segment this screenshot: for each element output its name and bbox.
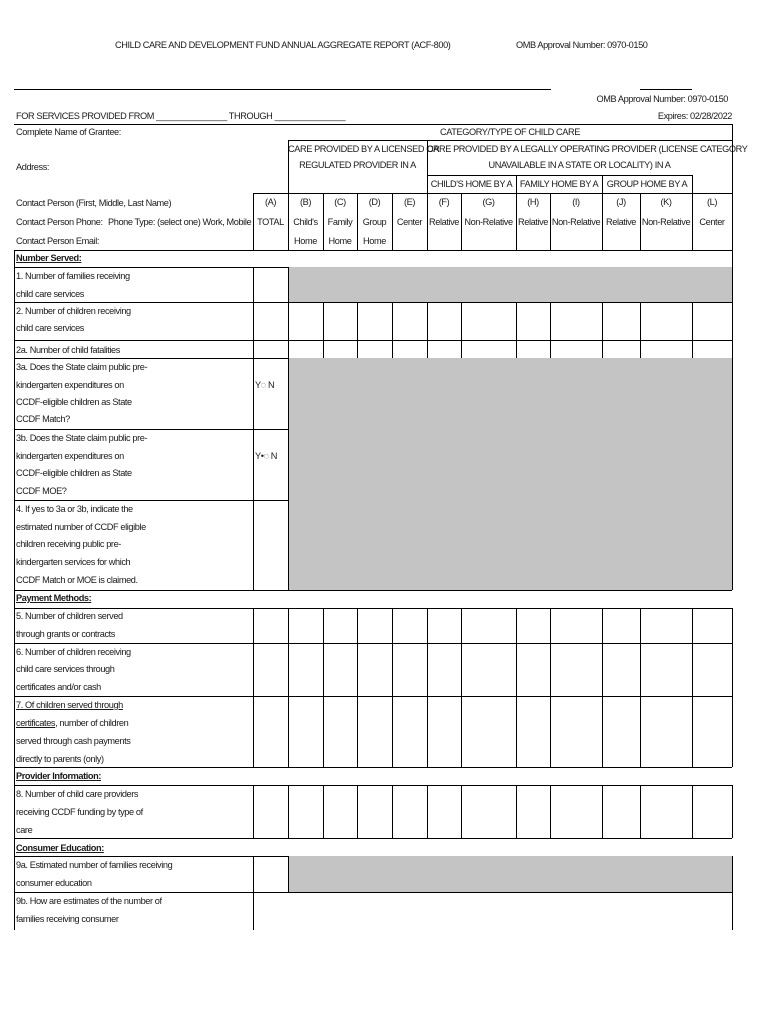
grid-vline-5-4: [392, 785, 393, 838]
grid-vline-5-2: [323, 785, 324, 838]
row3a-label-line4: CCDF Match?: [16, 414, 70, 424]
column-j-letter: (J): [616, 197, 626, 207]
grid-vline-4-6: [461, 696, 462, 767]
row5-label-line2: through grants or contracts: [16, 629, 115, 639]
row2a-label: 2a. Number of child fatalities: [16, 345, 120, 355]
row1-label-line2: child care services: [16, 289, 84, 299]
row-line-8: [14, 608, 732, 609]
grid-vline-0-6: [461, 302, 462, 340]
partial-vline-0-0: [253, 267, 254, 302]
row7-label-line1: 7. Of children served through: [16, 700, 123, 710]
column-b-label: Child's: [293, 217, 318, 227]
header-rule-short: [640, 89, 692, 90]
row8-label-line3: care: [16, 825, 33, 835]
row-line-0: [14, 250, 732, 251]
row7-label-line4: directly to parents (only): [16, 754, 104, 764]
header-vline-4: [392, 193, 393, 250]
grid-vline-0-0: [253, 302, 254, 340]
grid-vline-3-12: [732, 643, 733, 696]
grid-vline-1-7: [516, 340, 517, 358]
header-vline-5: [427, 140, 428, 250]
grantee-name-label: Complete Name of Grantee:: [16, 127, 121, 137]
grid-vline-1-4: [392, 340, 393, 358]
partial-vline-4-1: [288, 856, 289, 892]
shaded-area-2: [288, 500, 732, 590]
grid-vline-2-10: [640, 608, 641, 643]
header-top-line: [14, 124, 732, 125]
grid-vline-5-1: [288, 785, 289, 838]
grid-vline-0-1: [288, 302, 289, 340]
row-line-7: [14, 590, 732, 591]
column-d-sublabel: Home: [363, 236, 386, 246]
omb-approval-right: OMB Approval Number: 0970-0150: [596, 94, 728, 104]
grid-vline-0-12: [732, 302, 733, 340]
row6-label-line2: child care services through: [16, 664, 115, 674]
row4-label-line5: CCDF Match or MOE is claimed.: [16, 575, 138, 585]
row3b-label-line4: CCDF MOE?: [16, 486, 67, 496]
grid-vline-3-10: [640, 643, 641, 696]
row-line-12: [14, 785, 732, 786]
column-l-label: Center: [699, 217, 725, 227]
grid-vline-2-9: [602, 608, 603, 643]
section-provider-information: Provider Information:: [16, 771, 102, 781]
expires-date: Expires: 02/28/2022: [657, 111, 732, 121]
row8-label-line1: 8. Number of child care providers: [16, 789, 139, 799]
column-b-letter: (B): [299, 197, 312, 207]
row7-label-line2: [16, 718, 128, 728]
column-f-letter: (F): [438, 197, 450, 207]
row-line-10: [14, 696, 732, 697]
category-header: CATEGORY/TYPE OF CHILD CARE: [440, 127, 580, 137]
row7-label-line3: served through cash payments: [16, 736, 131, 746]
grid-vline-1-6: [461, 340, 462, 358]
grid-vline-2-7: [516, 608, 517, 643]
row3a-yes-no-toggle[interactable]: Y◌ N: [255, 380, 275, 390]
grid-vline-1-11: [692, 340, 693, 358]
header-vline-11: [692, 175, 693, 250]
subheader-top-line: [427, 175, 692, 176]
shaded-area-0: [288, 267, 732, 302]
grid-vline-0-5: [427, 302, 428, 340]
table-left-border: [14, 250, 15, 930]
grid-vline-0-7: [516, 302, 517, 340]
grid-vline-2-3: [357, 608, 358, 643]
partial-vline-1-0: [253, 358, 254, 429]
column-e-label: Center: [396, 217, 423, 227]
column-c-label: Family: [327, 217, 353, 227]
grid-vline-3-5: [427, 643, 428, 696]
header-rule: [14, 89, 551, 90]
row3a-label-line2: kindergarten expenditures on: [16, 380, 124, 390]
shaded-area-1: [288, 358, 732, 500]
grid-vline-2-0: [253, 608, 254, 643]
column-d-label: Group: [362, 217, 387, 227]
row3a-label-line3: CCDF-eligible children as State: [16, 397, 132, 407]
row4-label-line4: kindergarten services for which: [16, 557, 131, 567]
header-vline-3: [357, 193, 358, 250]
header-vline-7: [516, 175, 517, 250]
grid-vline-2-8: [550, 608, 551, 643]
row7-certificates-underlined: certificates: [16, 718, 56, 728]
grid-vline-5-10: [640, 785, 641, 838]
grid-vline-5-7: [516, 785, 517, 838]
header-vline-12: [732, 124, 733, 250]
grid-vline-2-11: [692, 608, 693, 643]
grid-vline-3-9: [602, 643, 603, 696]
grid-vline-3-7: [516, 643, 517, 696]
grid-vline-0-10: [640, 302, 641, 340]
row-line-11: [14, 767, 732, 768]
partial-vline-3-0: [253, 500, 254, 590]
grid-vline-1-3: [357, 340, 358, 358]
grid-vline-4-9: [602, 696, 603, 767]
header-vline-2: [323, 193, 324, 250]
grid-vline-5-11: [692, 785, 693, 838]
grid-vline-3-6: [461, 643, 462, 696]
table-right-border-top: [732, 250, 733, 302]
licensed-header-line2: REGULATED PROVIDER IN A: [299, 160, 416, 170]
grid-vline-2-12: [732, 608, 733, 643]
contact-phone-label: Contact Person Phone:: [16, 217, 103, 227]
grid-vline-4-5: [427, 696, 428, 767]
grid-vline-5-12: [732, 785, 733, 838]
partial-vline-2-2: [732, 429, 733, 500]
grid-vline-5-8: [550, 785, 551, 838]
grid-vline-4-3: [357, 696, 358, 767]
category-divider: [288, 140, 732, 141]
childs-home-subheader: CHILD'S HOME BY A: [430, 179, 513, 189]
column-h-label: Relative: [518, 217, 548, 227]
grid-vline-1-1: [288, 340, 289, 358]
grid-vline-1-8: [550, 340, 551, 358]
partial-vline-4-0: [253, 856, 254, 892]
partial-vline-0-1: [288, 267, 289, 302]
column-f-label: Relative: [429, 217, 459, 227]
row9b-vline-a: [253, 892, 254, 930]
grid-vline-3-11: [692, 643, 693, 696]
grid-vline-3-3: [357, 643, 358, 696]
section-number-served: Number Served:: [16, 253, 82, 263]
contact-person-label: Contact Person (First, Middle, Last Name): [16, 198, 172, 208]
row9b-label-line2: families receiving consumer: [16, 914, 119, 924]
header-vline-10: [640, 193, 641, 250]
grid-vline-1-0: [253, 340, 254, 358]
grid-vline-0-2: [323, 302, 324, 340]
grid-vline-4-2: [323, 696, 324, 767]
grid-vline-5-9: [602, 785, 603, 838]
grid-vline-3-1: [288, 643, 289, 696]
section-consumer-education: Consumer Education:: [16, 843, 104, 853]
legal-header-line1: CARE PROVIDED BY A LEGALLY OPERATING PROVIDER (LICENSE CATEGORY: [427, 144, 748, 154]
shaded-area-3: [288, 856, 732, 892]
header-vline-6: [461, 193, 462, 250]
grid-vline-3-2: [323, 643, 324, 696]
row9b-vline-right: [732, 892, 733, 930]
column-l-letter: (L): [706, 197, 718, 207]
grid-vline-1-5: [427, 340, 428, 358]
row3a-label-line1: 3a. Does the State claim public pre-: [16, 362, 148, 372]
row9a-label-line2: consumer education: [16, 878, 92, 888]
column-k-label: Non-Relative: [641, 217, 691, 227]
partial-vline-1-2: [732, 358, 733, 429]
grid-vline-4-11: [692, 696, 693, 767]
grid-vline-4-12: [732, 696, 733, 767]
contact-email-label: Contact Person Email:: [16, 236, 100, 246]
grid-vline-0-11: [692, 302, 693, 340]
grid-vline-4-1: [288, 696, 289, 767]
column-h-letter: (H): [527, 197, 539, 207]
partial-vline-2-1: [288, 429, 289, 500]
grid-vline-2-4: [392, 608, 393, 643]
document-title: CHILD CARE AND DEVELOPMENT FUND ANNUAL AGGREGATE REPORT (ACF-800): [115, 40, 451, 50]
grid-vline-1-10: [640, 340, 641, 358]
address-label: Address:: [16, 162, 50, 172]
family-home-subheader: FAMILY HOME BY A: [519, 179, 599, 189]
column-a-letter: (A): [264, 197, 277, 207]
grid-vline-1-12: [732, 340, 733, 358]
row-line-9: [14, 643, 732, 644]
grid-vline-2-6: [461, 608, 462, 643]
column-g-label: Non-Relative: [464, 217, 513, 227]
grid-vline-5-5: [427, 785, 428, 838]
row-line-15: [14, 892, 732, 893]
row-line-3: [14, 340, 732, 341]
header-vline-1: [288, 140, 289, 250]
grid-vline-1-9: [602, 340, 603, 358]
row-line-2: [14, 302, 732, 303]
column-i-label: Non-Relative: [551, 217, 601, 227]
row7-label-line2-rest: , number of children: [55, 718, 129, 728]
row4-label-line2: estimated number of CCDF eligible: [16, 522, 146, 532]
grid-vline-4-8: [550, 696, 551, 767]
header-vline-9: [602, 175, 603, 250]
row3b-label-line3: CCDF-eligible children as State: [16, 468, 132, 478]
row1-label-line1: 1. Number of families receiving: [16, 271, 130, 281]
header-vline-8: [550, 193, 551, 250]
row3b-yes-no-toggle[interactable]: Y•◌ N: [255, 451, 277, 461]
grid-vline-0-8: [550, 302, 551, 340]
column-letter-line: [253, 193, 732, 194]
header-vline-0: [253, 193, 254, 250]
grid-vline-0-4: [392, 302, 393, 340]
grid-vline-4-10: [640, 696, 641, 767]
column-b-sublabel: Home: [294, 236, 317, 246]
row9b-label-line1: 9b. How are estimates of the number of: [16, 896, 162, 906]
licensed-header-line1: CARE PROVIDED BY A LICENSED OR: [288, 144, 440, 154]
row2-label-line1: 2. Number of children receiving: [16, 306, 131, 316]
row-line-13: [14, 838, 732, 839]
column-g-letter: (G): [482, 197, 495, 207]
grid-vline-2-5: [427, 608, 428, 643]
section-payment-methods: Payment Methods:: [16, 593, 92, 603]
grid-vline-5-6: [461, 785, 462, 838]
grid-vline-4-0: [253, 696, 254, 767]
group-home-subheader: GROUP HOME BY A: [606, 179, 688, 189]
row2-label-line2: child care services: [16, 323, 84, 333]
column-k-letter: (K): [660, 197, 672, 207]
row4-label-line1: 4. If yes to 3a or 3b, indicate the: [16, 504, 133, 514]
services-period: FOR SERVICES PROVIDED FROM _______________ THROUGH _______________: [16, 111, 346, 121]
grid-vline-0-3: [357, 302, 358, 340]
row6-label-line1: 6. Number of children receiving: [16, 647, 131, 657]
column-d-letter: (D): [368, 197, 381, 207]
grid-vline-0-9: [602, 302, 603, 340]
row3b-label-line2: kindergarten expenditures on: [16, 451, 124, 461]
phone-type-label: Phone Type: (select one) Work, Mobile: [108, 217, 252, 227]
omb-approval-top: OMB Approval Number: 0970-0150: [516, 40, 648, 50]
column-c-letter: (C): [334, 197, 346, 207]
grid-vline-2-1: [288, 608, 289, 643]
row6-label-line3: certificates and/or cash: [16, 682, 101, 692]
row4-label-line3: children receiving public pre-: [16, 539, 121, 549]
grid-vline-3-8: [550, 643, 551, 696]
row5-label-line1: 5. Number of children served: [16, 611, 123, 621]
partial-vline-1-1: [288, 358, 289, 429]
column-i-letter: (I): [572, 197, 580, 207]
row9a-label-line1: 9a. Estimated number of families receiving: [16, 860, 173, 870]
grid-vline-5-3: [357, 785, 358, 838]
column-a-label: TOTAL: [257, 217, 284, 227]
grid-vline-4-7: [516, 696, 517, 767]
grid-vline-3-4: [392, 643, 393, 696]
grid-vline-3-0: [253, 643, 254, 696]
column-e-letter: (E): [403, 197, 416, 207]
column-c-sublabel: Home: [328, 236, 352, 246]
partial-vline-3-2: [732, 500, 733, 590]
partial-vline-3-1: [288, 500, 289, 590]
column-j-label: Relative: [606, 217, 636, 227]
grid-vline-4-4: [392, 696, 393, 767]
partial-vline-4-2: [732, 856, 733, 892]
row8-label-line2: receiving CCDF funding by type of: [16, 807, 143, 817]
grid-vline-1-2: [323, 340, 324, 358]
legal-header-line2: UNAVAILABLE IN A STATE OR LOCALITY) IN A: [488, 160, 671, 170]
partial-vline-2-0: [253, 429, 254, 500]
grid-vline-5-0: [253, 785, 254, 838]
row3b-label-line1: 3b. Does the State claim public pre-: [16, 433, 148, 443]
grid-vline-2-2: [323, 608, 324, 643]
